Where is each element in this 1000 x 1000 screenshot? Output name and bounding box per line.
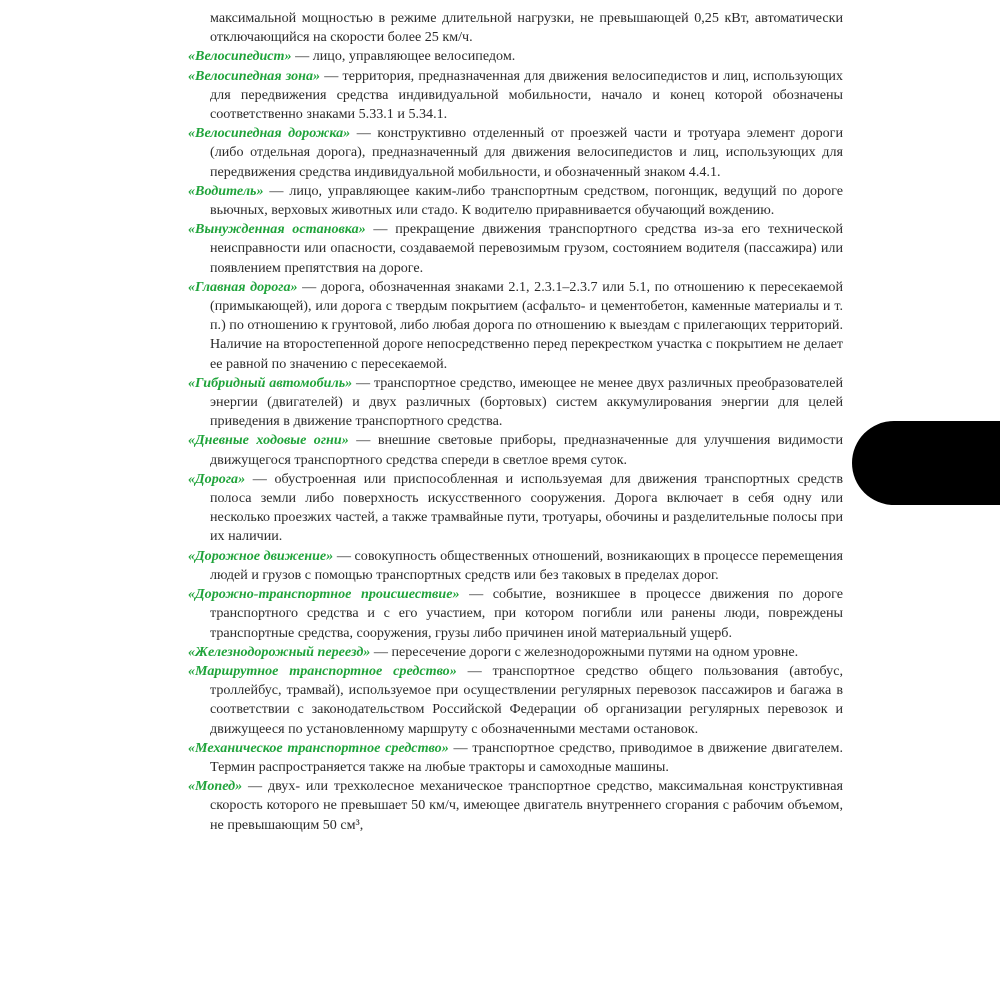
definition-text: — дорога, обозначенная знаками 2.1, 2.3.1–2.3.7 или 5.1, по отношению к пересекаемой (примыкающей), или дорога с твердым покрытием (асфальто- и цементобетон, каменные материалы и т. п.) по отношению к грунтовой, либо любая дорога по отношению к выездам с прилегающих территорий. Наличие на второстепенной дороге непосредственно перед перекрестком участка с покрытием не делает ее равной по значению с пересекаемой. xyxy=(210,278,843,372)
definition-text: — событие, возникшее в процессе движения по дороге транспортного средства и с его участием, при котором погибли или ранены люди, повреждены транспортные средства, сооружения, грузы либо причинен иной материальный ущерб. xyxy=(210,586,844,641)
definition-entry xyxy=(188,124,843,182)
definition-entry xyxy=(188,431,843,469)
definition-text: — транспортное средство общего пользования (автобус, троллейбус, трамвай), используемое при осуществлении регулярных перевозок пассажиров и багажа в соответствии с законодательством Российской Федерации об организации регулярных перевозок и движущееся по установленному маршруту с обозначенными местами остановок. xyxy=(210,662,844,737)
definition-entry xyxy=(188,278,843,374)
definition-entry xyxy=(188,47,843,66)
definition-entry xyxy=(188,374,843,432)
definition-entry xyxy=(188,662,843,739)
definition-term: «Дневные ходовые огни» xyxy=(188,432,349,449)
definition-term: «Дорожное движение» xyxy=(188,547,334,564)
document-page xyxy=(188,9,843,835)
definition-entry xyxy=(188,67,843,125)
definition-term: «Железнодорожный переезд» xyxy=(188,643,371,660)
definition-text: — территория, предназначенная для движения велосипедистов и лиц, использующих для передвижения средства индивидуальной мобильности, начало и конец которой обозначены соответственно знаками 5.33.1 и 5.34.1. xyxy=(210,67,843,123)
definition-term: «Маршрутное транспортное средство» xyxy=(188,662,457,679)
continuation-text: максимальной мощностью в режиме длительной нагрузки, не превышающей 0,25 кВт, автоматически отключающийся на скорости более 25 км/ч. xyxy=(210,10,843,46)
definition-entry xyxy=(188,739,843,777)
definition-entry xyxy=(188,470,843,547)
definition-term: «Гибридный автомобиль» xyxy=(188,374,353,391)
definition-text: — внешние световые приборы, предназначенные для улучшения видимости движущегося транспортного средства спереди в светлое время суток. xyxy=(210,432,844,468)
definition-term: «Дорога» xyxy=(188,470,246,487)
definition-text: — двух- или трехколесное механическое транспортное средство, максимальная конструктивная скорость которого не превышает 50 км/ч, имеющее двигатель внутреннего сгорания с рабочим объемом, не превышающим 50 см³, xyxy=(210,778,843,833)
definition-text: — транспортное средство, имеющее не менее двух различных преобразователей энергии (двигателей) и двух различных (бортовых) систем аккумулирования энергии для целей приведения в движение транспортного средства. xyxy=(210,374,843,430)
definition-term: «Велосипедист» xyxy=(188,48,292,65)
definition-entry xyxy=(188,182,843,220)
definition-text: — обустроенная или приспособленная и используемая для движения транспортных средств полоса земли либо поверхность искусственного сооружения. Дорога включает в себя одну или несколько проезжих частей, а также трамвайные пути, тротуары, обочины и разделительные полосы при их наличии. xyxy=(210,470,843,545)
definition-text: — прекращение движения транспортного средства из-за его технической неисправности или опасности, создаваемой перевозимым грузом, состоянием водителя (пассажира) или появлением препятствия на дороге. xyxy=(210,221,843,276)
definition-text: — лицо, управляющее велосипедом. xyxy=(291,48,516,65)
definition-entry xyxy=(188,643,843,662)
definition-text: — совокупность общественных отношений, возникающих в процессе перемещения людей и грузов с помощью транспортных средств или без таковых в пределах дорог. xyxy=(210,547,843,583)
definition-term: «Главная дорога» xyxy=(188,278,298,295)
definition-text: — транспортное средство, приводимое в движение двигателем. Термин распространяется также на любые тракторы и самоходные машины. xyxy=(210,739,843,775)
definition-term: «Велосипедная зона» xyxy=(188,67,321,84)
definition-term: «Вынужденная остановка» xyxy=(188,221,366,238)
definition-term: «Мопед» xyxy=(188,778,243,795)
definition-term: «Водитель» xyxy=(188,182,264,199)
definition-term: «Велосипедная дорожка» xyxy=(188,125,351,142)
definition-entry xyxy=(188,777,843,835)
definition-term: «Дорожно-транспортное происшествие» xyxy=(188,586,460,603)
definition-entry xyxy=(188,585,843,643)
definition-term: «Механическое транспортное средство» xyxy=(188,739,449,756)
definition-entry xyxy=(188,547,843,585)
thumb-index-tab xyxy=(852,421,1000,505)
definition-entry xyxy=(188,220,843,278)
definition-list xyxy=(188,47,843,834)
definition-text: — пересечение дороги с железнодорожными путями на одном уровне. xyxy=(370,643,799,660)
definition-text: — лицо, управляющее каким-либо транспортным средством, погонщик, ведущий по дороге вьючных, верховых животных или стадо. К водителю приравнивается обучающий вождению. xyxy=(210,182,843,219)
definition-text: — конструктивно отделенный от проезжей части и тротуара элемент дороги (либо отдельная дорога), предназначенный для движения велосипедистов и лиц, использующих для передвижения средства индивидуальной мобильности, и обозначенный знаком 4.4.1. xyxy=(210,125,843,180)
